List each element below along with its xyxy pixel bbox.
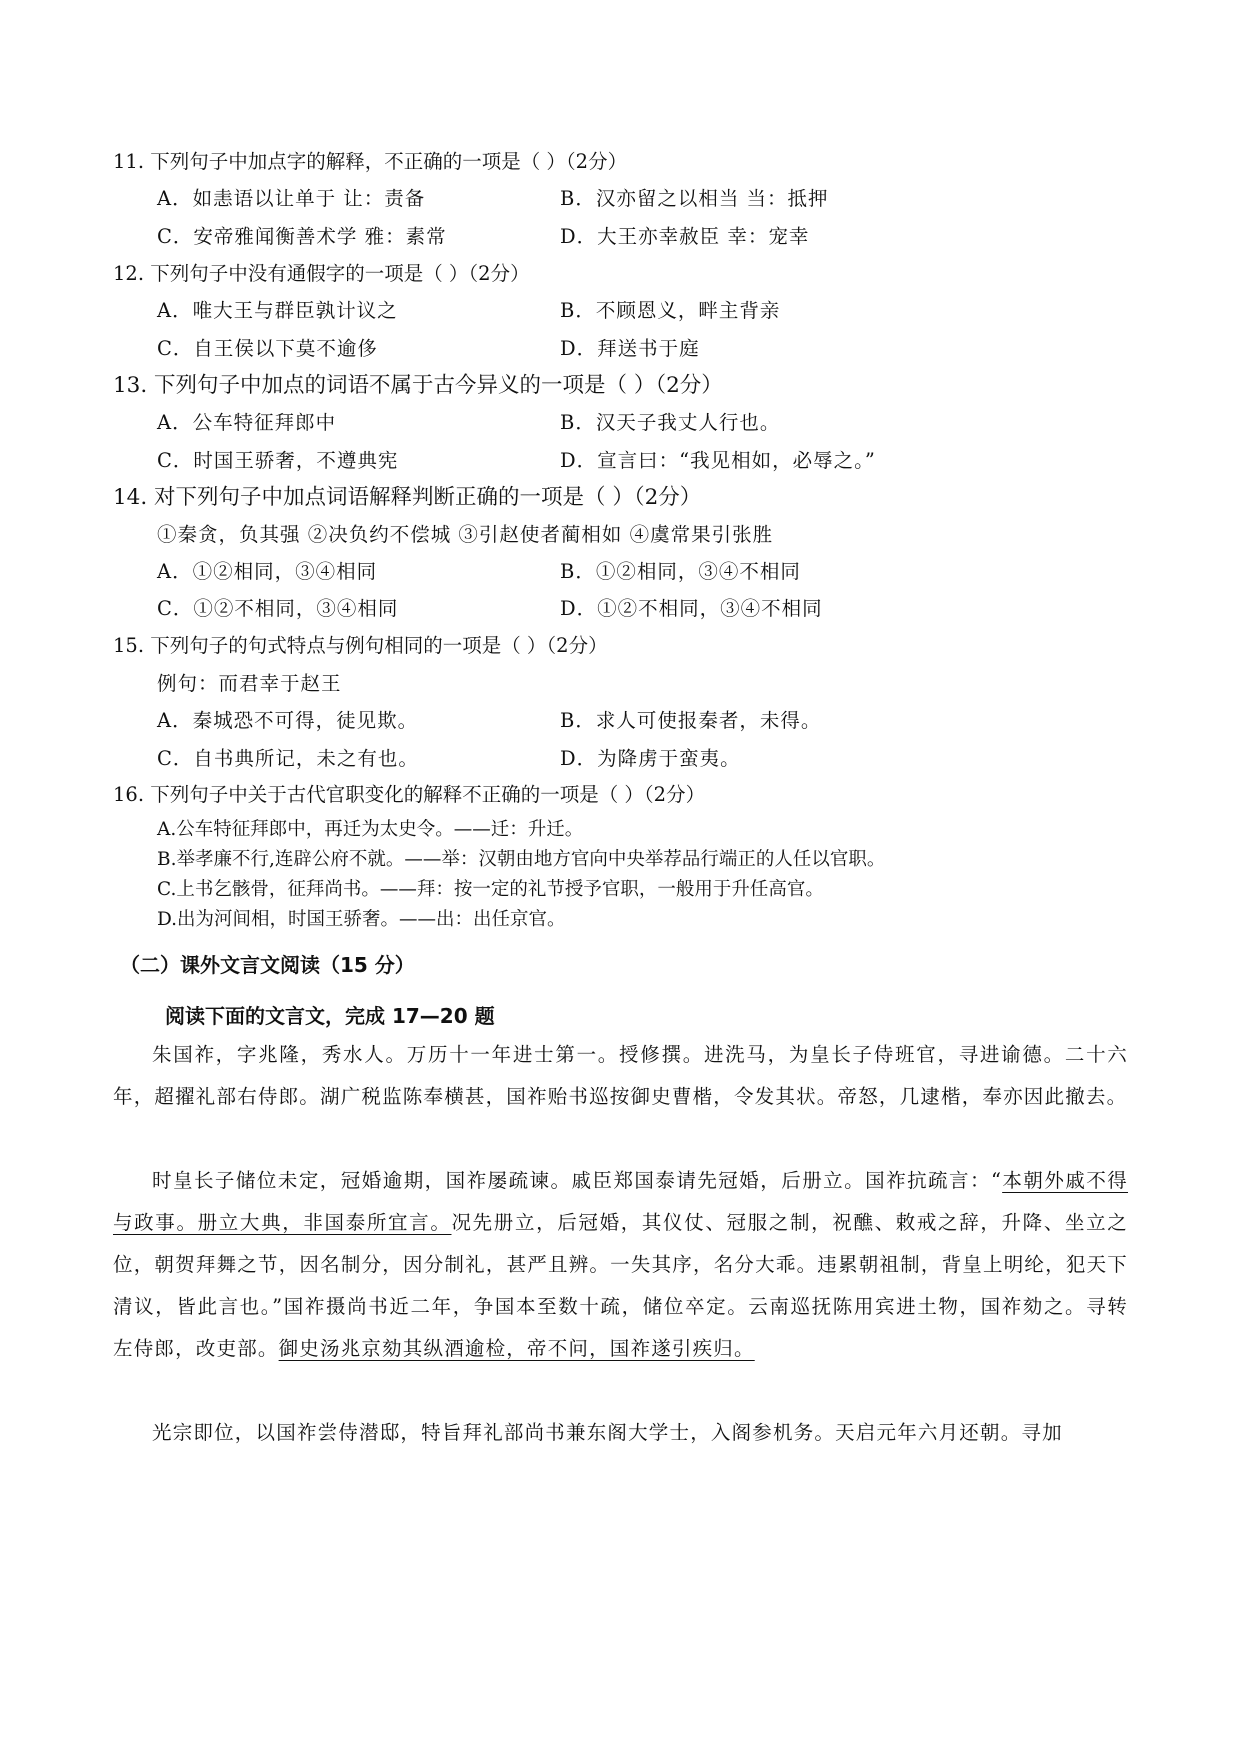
q11-option-c: C．安帝雅闻衡善术学 雅：素常 — [157, 225, 447, 248]
q12-option-b: B．不顾恩义，畔主背亲 — [560, 299, 781, 322]
q14-stem: 14. 对下列句子中加点词语解释判断正确的一项是（ ）（2分） — [113, 485, 702, 510]
q14-option-a: A．①②相同，③④相同 — [157, 560, 378, 583]
q12-option-d: D．拜送书于庭 — [560, 337, 700, 360]
q13-option-c: C．时国王骄奢，不遵典宪 — [157, 449, 399, 472]
q14-sentences: ①秦贪，负其强 ②决负约不偿城 ③引赵使者蔺相如 ④虞常果引张胜 — [157, 523, 774, 546]
q15-option-c: C．自书典所记，未之有也。 — [157, 747, 419, 770]
q14-option-b: B．①②相同，③④不相同 — [560, 560, 801, 583]
q14-option-c: C．①②不相同，③④相同 — [157, 597, 399, 620]
q15-option-a: A．秦城恐不可得，徒见欺。 — [157, 709, 419, 732]
section2-instruction: 阅读下面的文言文，完成 17—20 题 — [165, 1004, 495, 1028]
q16-stem: 16. 下列句子中关于古代官职变化的解释不正确的一项是（ ）（2分） — [113, 783, 706, 806]
passage-p2-text-b: 况先册立，后冠婚，其仪仗、冠服之制，祝醮、敕戒之辞，升降、坐立之位，朝贺拜舞之节，因名制分，因分制礼，甚严且辨。一失其序，名分大乖。违累朝祖制，背皇上明纶，犯天下清议，皆此言也。”国祚摄尚书近二年，争国本至数十疏，储位卒定。云南巡抚陈用宾进土物，国祚劾之。寻转左侍郎，改吏部。 — [113, 1211, 1128, 1360]
q11-stem: 11. 下列句子中加点字的解释，不正确的一项是（ ）（2分） — [113, 150, 628, 173]
q16-option-c: C.上书乞骸骨，征拜尚书。——拜：按一定的礼节授予官职，一般用于升任高官。 — [157, 879, 824, 900]
passage-paragraph-2 — [113, 1160, 1128, 1370]
q13-option-b: B．汉天子我丈人行也。 — [560, 411, 781, 434]
q16-option-a: A.公车特征拜郎中，再迁为太史令。——迁：升迁。 — [157, 819, 584, 840]
q16-option-d: D.出为河间相，时国王骄奢。——出：出任京官。 — [157, 909, 566, 930]
q14-option-d: D．①②不相同，③④不相同 — [560, 597, 823, 620]
passage-underlined-sentence-2: 御史汤兆京劾其纵酒逾检，帝不问，国祚遂引疾归。 — [278, 1337, 755, 1360]
q12-option-a: A．唯大王与群臣孰计议之 — [157, 299, 398, 322]
q12-stem: 12. 下列句子中没有通假字的一项是（ ）（2分） — [113, 262, 530, 285]
q15-example: 例句：而君幸于赵王 — [157, 672, 342, 695]
q13-option-d: D．宣言曰：“我见相如，必辱之。” — [560, 449, 876, 472]
q11-option-b: B．汉亦留之以相当 当：抵押 — [560, 187, 829, 210]
q16-option-b: B.举孝廉不行,连辟公府不就。——举：汉朝由地方官向中央举荐品行端正的人任以官职。 — [157, 849, 886, 870]
passage-paragraph-1: 朱国祚，字兆隆，秀水人。万历十一年进士第一。授修撰。进洗马，为皇长子侍班官，寻进谕德。二十六年，超擢礼部右侍郎。湖广税监陈奉横甚，国祚贻书巡按御史曹楷，令发其状。帝怒，几逮楷，奉亦因此撤去。 — [113, 1043, 1128, 1108]
q15-option-d: D．为降虏于蛮夷。 — [560, 747, 741, 770]
q15-option-b: B．求人可使报秦者，未得。 — [560, 709, 822, 732]
passage-underlined-sentence-1: 本朝外戚不得与政事。册立大典，非国泰所宜言。 — [113, 1169, 1129, 1234]
q13-option-a: A．公车特征拜郎中 — [157, 411, 337, 434]
q11-option-d: D．大王亦幸赦臣 幸：宠幸 — [560, 225, 810, 248]
q12-option-c: C．自王侯以下莫不逾侈 — [157, 337, 378, 360]
section2-heading: （二）课外文言文阅读（15 分） — [120, 953, 415, 977]
passage-p2-text-a: 时皇长子储位未定，冠婚逾期，国祚屡疏谏。戚臣郑国泰请先冠婚，后册立。国祚抗疏言：“ — [152, 1169, 1003, 1192]
q13-stem: 13. 下列句子中加点的词语不属于古今异义的一项是（ ）（2分） — [113, 373, 723, 398]
q11-option-a: A．如恚语以让单于 让：责备 — [157, 187, 426, 210]
passage-paragraph-3: 光宗即位，以国祚尝侍潜邸，特旨拜礼部尚书兼东阁大学士，入阁参机务。天启元年六月还朝。寻加 — [152, 1421, 1063, 1444]
q15-stem: 15. 下列句子的句式特点与例句相同的一项是（ ）（2分） — [113, 634, 608, 657]
